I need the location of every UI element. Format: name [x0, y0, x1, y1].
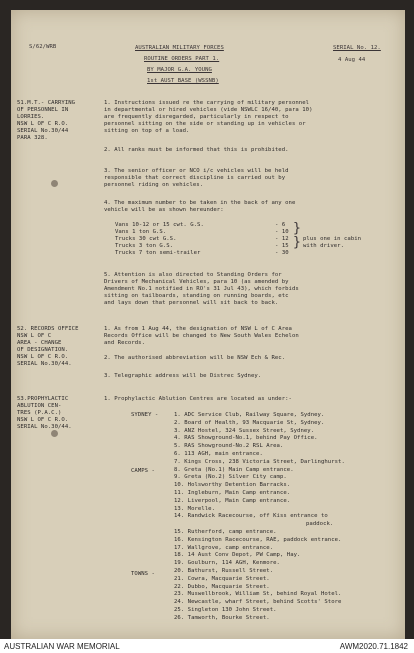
group-label-towns: TOWNS -: [131, 571, 155, 577]
list-item: 1. ADC Service Club, Railway Square, Sydney.: [174, 412, 325, 418]
section-51-para-1: 1. Instructions issued re the carrying of military personnel in departmental or hired vehicles (vide NSWLC 16/40, para 10) are frequently disregarded, particularly in respect to personnel sitting on the side or standing up in vehicles or sitting on top of a load.: [104, 100, 313, 134]
vehicle-row: Vans 1 ton G.S. - 10: [115, 229, 289, 235]
section-51-margin: 51.M.T.- CARRYING OF PERSONNEL IN LORRIES. NSW L OF C R.O. SERIAL No.30/44 PARA 328.: [17, 100, 76, 141]
vehicle-row: Trucks 3 ton G.S. - 15: [115, 243, 289, 249]
list-item: 21. Cowra, Macquarie Street.: [174, 575, 270, 582]
list-item: 19. Goulburn, 114 AGH, Kenmore.: [174, 560, 280, 567]
list-item: 2. Board of Health, 93 Macquarie St, Sydney.: [174, 419, 325, 426]
title-line-3: BY MAJOR G.A. YOUNG: [147, 67, 212, 73]
archive-accession-number: AWM2020.71.1842: [339, 642, 408, 651]
list-item: 23. Muswellbrook, William St, behind Royal Hotel.: [174, 591, 342, 598]
table-brace: }: [293, 221, 301, 236]
section-52-para-3: 3. Telegraphic address will be Distrec Sydney.: [104, 373, 262, 379]
archive-caption-bar: [0, 640, 414, 653]
list-item: paddock.: [306, 521, 334, 528]
vehicle-row: Vans 10-12 or 15 cwt. G.S. - 6: [115, 222, 286, 228]
table-brace: }: [293, 235, 301, 250]
section-52-para-2: 2. The authorised abbreviation will be NSW Ech & Rec.: [104, 355, 286, 361]
list-item: 18. 14 Aust Conv Depot, PW Camp, Hay.: [174, 552, 301, 559]
section-53-margin: 53.PROPHYLACTIC ABLUTION CEN- TRES (P.A.C.) NSW L OF C R.O. SERIAL No.30/44.: [17, 396, 72, 430]
list-item: 13. Morelle.: [174, 505, 216, 512]
section-52-margin: 52. RECORDS OFFICE NSW L OF C AREA - CHANGE OF DESIGNATION. NSW L OF C R.O. SERIAL No.30/44.: [17, 326, 79, 367]
list-item: 15. Rutherford, camp entrance.: [174, 528, 277, 535]
archive-name: AUSTRALIAN WAR MEMORIAL: [4, 642, 120, 651]
vehicle-table: [115, 222, 289, 257]
serial-number: SERIAL No. 12.: [333, 45, 381, 51]
section-53-intro: 1. Prophylactic Ablution Centres are located as under:-: [104, 396, 292, 402]
list-item: 3. ANZ Hostel, 324 Sussex Street, Sydney.: [174, 427, 315, 434]
brace-note: plus one in cabin with driver.: [303, 236, 362, 249]
list-item: 9. Greta (No.2) Silver City camp.: [174, 474, 287, 481]
list-item: 24. Newcastle, wharf Street, behind Scotts' Store: [174, 599, 342, 606]
title-line-2: ROUTINE ORDERS PART 1.: [144, 56, 220, 62]
section-52-para-1: 1. As from 1 Aug 44, the designation of NSW L of C Area Records Office will be changed to New South Wales Echelon and Records.: [104, 326, 299, 346]
section-51-para-3: 3. The senior officer or NCO i/c vehicles will be held responsible that correct discipline is carried out by personnel riding on vehicles.: [104, 168, 289, 188]
punch-hole: [51, 180, 58, 187]
list-item: 8. Greta (No.1) Main Camp entrance.: [174, 466, 294, 473]
section-51-para-2: 2. All ranks must be informed that this is prohibited.: [104, 147, 289, 153]
section-51-para-4: 4. The maximum number to be taken in the back of any one vehicle will be as shown hereunder:: [104, 200, 296, 213]
list-item: 22. Dubbo, Macquarie Street.: [174, 583, 270, 590]
title-line-4: 1st AUST BASE (WSSNB): [147, 78, 219, 84]
list-item: 25. Singleton 130 John Street.: [174, 606, 277, 613]
group-label-sydney: SYDNEY -: [131, 412, 159, 418]
list-item: 4. RAS Showground-No.1, behind Pay Office.: [174, 435, 318, 442]
group-label-camps: CAMPS -: [131, 468, 155, 474]
list-item: 6. 113 AGH, main entrance.: [174, 450, 263, 457]
document-sheet: [11, 10, 405, 639]
document-date: 4 Aug 44: [338, 57, 366, 63]
punch-hole: [51, 430, 58, 437]
list-item: 16. Kensington Racecourse, RAE, paddock entrance.: [174, 536, 342, 543]
section-51-para-5: 5. Attention is also directed to Standing Orders for Drivers of Mechanical Vehicles, para 10 (as amended by Amendment No.1 notified in RO's 31 Jul 43), which forbids sitting on tailboards, standing on running boards, etc and lays down that personnel will sit back to back.: [104, 272, 299, 306]
list-item: 10. Holsworthy Detention Barracks.: [174, 482, 291, 489]
pac-locations-list: [174, 412, 345, 623]
list-item: 11. Ingleburn, Main Camp entrance.: [174, 489, 291, 496]
vehicle-row: Trucks 7 ton semi-trailer - 30: [115, 250, 289, 256]
list-item: 12. Liverpool, Main Camp entrance.: [174, 497, 291, 504]
document-reference: S/62/WRB: [29, 44, 57, 50]
list-item: 14. Randwick Racecourse, off Kiss entrance to: [174, 513, 328, 520]
list-item: 26. Tamworth, Bourke Street.: [174, 614, 270, 621]
list-item: 17. Wallgrove, camp entrance.: [174, 544, 274, 551]
list-item: 5. RAS Showground-No.2 RSL Area.: [174, 443, 284, 450]
vehicle-row: Trucks 30 cwt G.S. - 12: [115, 236, 289, 242]
list-item: 7. Kings Cross, 238 Victoria Street, Darlinghurst.: [174, 458, 345, 465]
list-item: 20. Bathurst, Russell Street.: [174, 567, 274, 574]
title-line-1: AUSTRALIAN MILITARY FORCES: [135, 45, 224, 51]
